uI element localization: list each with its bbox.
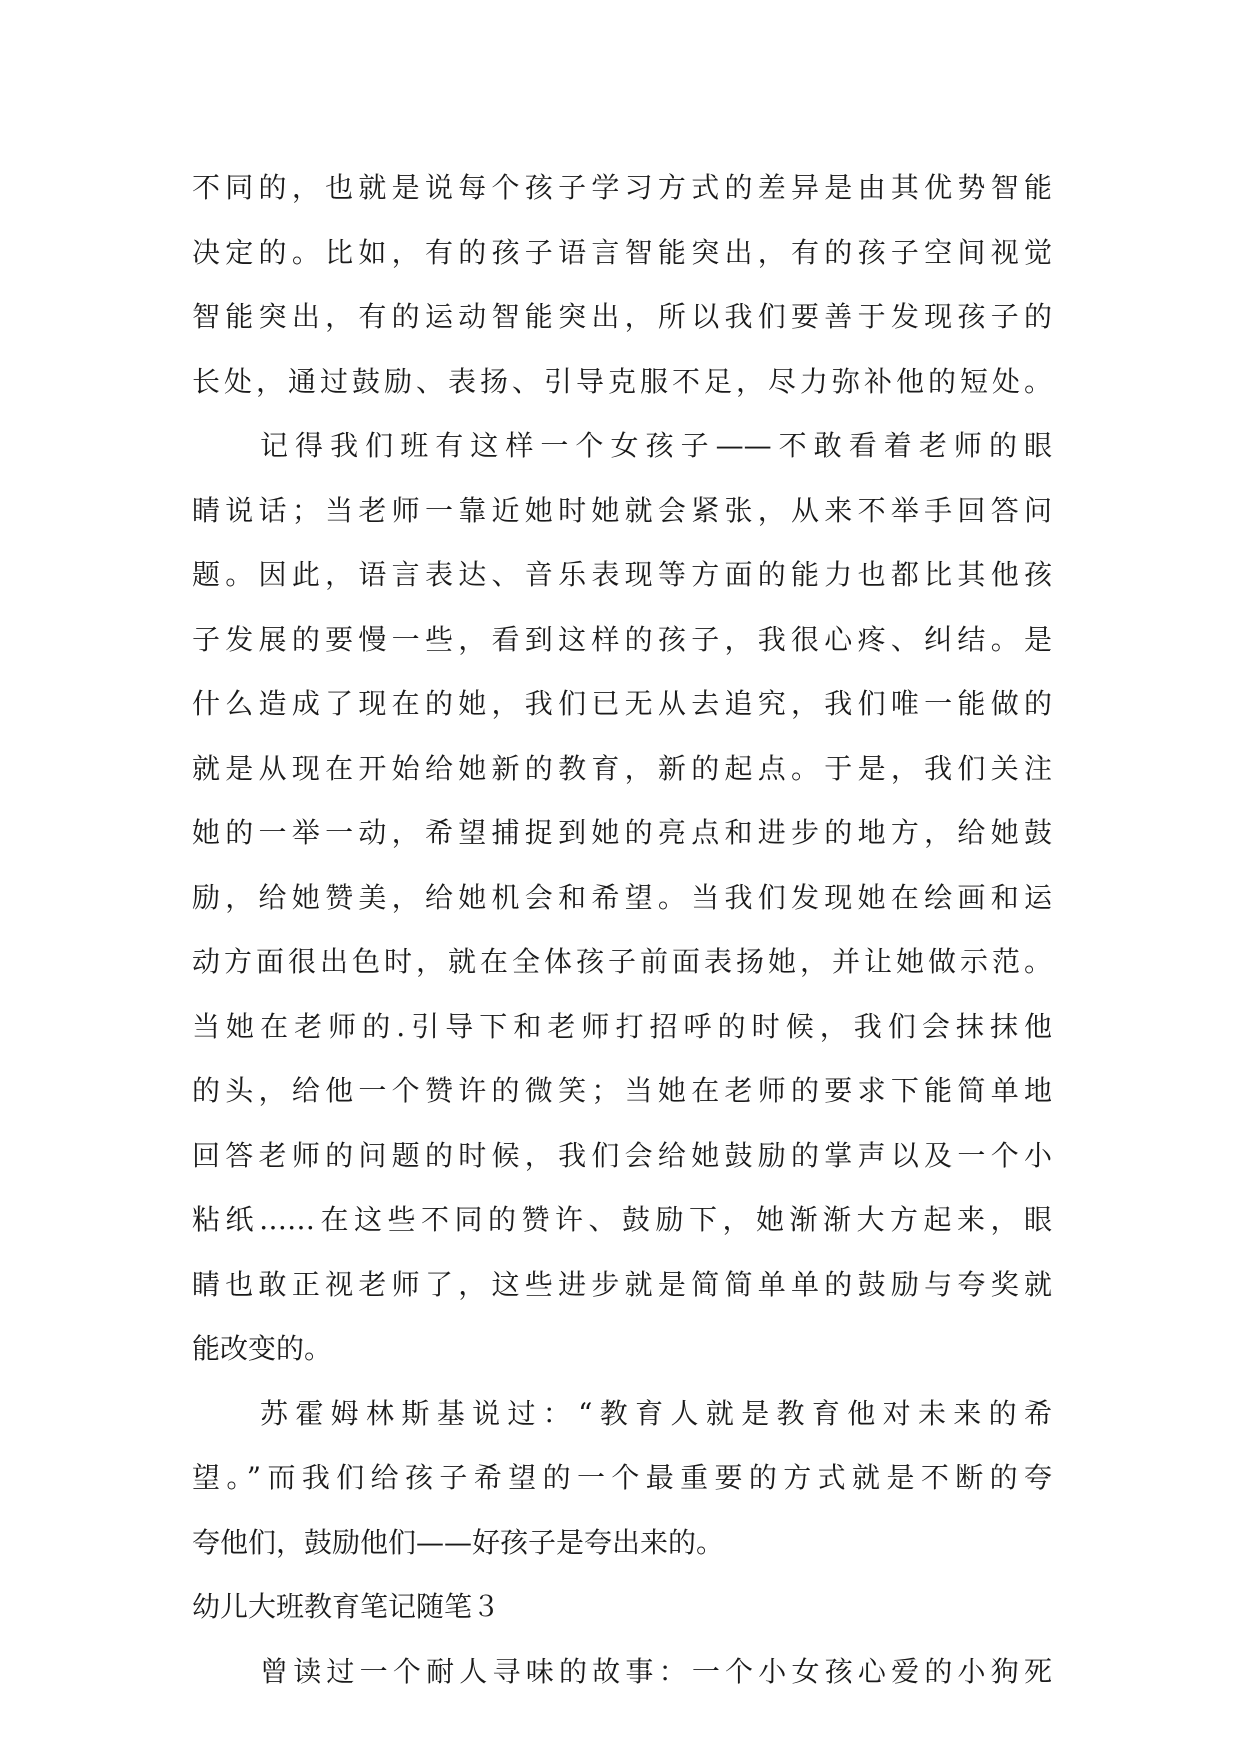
text-line-content: 记得我们班有这样一个女孩子——不敢看着老师的眼 bbox=[260, 429, 1052, 462]
text-line-content: 当她在老师的.引导下和老师打招呼的时候，我们会抹抹他 bbox=[192, 1009, 1052, 1043]
text-line bbox=[192, 1124, 1052, 1189]
text-line-content: 她的一举一动，希望捕捉到她的亮点和进步的地方，给她鼓 bbox=[192, 816, 1052, 849]
text-line bbox=[192, 608, 1052, 673]
text-line bbox=[192, 1188, 1052, 1253]
text-line bbox=[192, 1446, 1052, 1511]
text-line bbox=[192, 414, 1052, 479]
text-line-content: 励，给她赞美，给她机会和希望。当我们发现她在绘画和运 bbox=[192, 880, 1052, 914]
document-body bbox=[192, 156, 1052, 1704]
text-line bbox=[192, 1511, 1052, 1576]
text-line bbox=[192, 221, 1052, 286]
text-line bbox=[192, 1253, 1052, 1318]
text-line bbox=[192, 1382, 1052, 1447]
text-line-content: 就是从现在开始给她新的教育，新的起点。于是，我们关注 bbox=[192, 751, 1052, 785]
text-line bbox=[192, 737, 1052, 802]
text-line bbox=[192, 285, 1052, 350]
text-line-content: 睛也敢正视老师了，这些进步就是简简单单的鼓励与夸奖就 bbox=[192, 1267, 1052, 1301]
text-line-content: 曾读过一个耐人寻味的故事：一个小女孩心爱的小狗死 bbox=[260, 1654, 1052, 1688]
section-heading: 幼儿大班教育笔记随笔３ bbox=[192, 1590, 501, 1623]
text-line bbox=[192, 543, 1052, 608]
text-line bbox=[192, 479, 1052, 544]
text-line-content: 夸他们，鼓励他们——好孩子是夸出来的。 bbox=[192, 1525, 725, 1559]
text-line-content: 智能突出，有的运动智能突出，所以我们要善于发现孩子的 bbox=[192, 300, 1052, 333]
text-line-content: 粘纸……在这些不同的赞许、鼓励下，她渐渐大方起来，眼 bbox=[192, 1203, 1052, 1236]
text-line-content: 长处，通过鼓励、表扬、引导克服不足，尽力弥补他的短处。 bbox=[192, 364, 1052, 398]
text-line bbox=[192, 930, 1052, 995]
text-line-content: 睛说话；当老师一靠近她时她就会紧张，从来不举手回答问 bbox=[192, 493, 1052, 527]
text-line-content: 什么造成了现在的她，我们已无从去追究，我们唯一能做的 bbox=[192, 687, 1052, 720]
text-line-content: 题。因此，语言表达、音乐表现等方面的能力也都比其他孩 bbox=[192, 558, 1052, 591]
text-line-content: 望。”而我们给孩子希望的一个最重要的方式就是不断的夸 bbox=[192, 1461, 1052, 1494]
text-line-content: 动方面很出色时，就在全体孩子前面表扬她，并让她做示范。 bbox=[192, 945, 1052, 978]
text-line-content: 不同的，也就是说每个孩子学习方式的差异是由其优势智能 bbox=[192, 171, 1052, 204]
text-line bbox=[192, 866, 1052, 931]
text-line-content: 回答老师的问题的时候，我们会给她鼓励的掌声以及一个小 bbox=[192, 1138, 1052, 1172]
text-line bbox=[192, 1317, 1052, 1382]
text-line bbox=[192, 801, 1052, 866]
text-line-content: 的头，给他一个赞许的微笑；当她在老师的要求下能简单地 bbox=[192, 1074, 1052, 1107]
text-line bbox=[192, 156, 1052, 221]
text-line-content: 子发展的要慢一些，看到这样的孩子，我很心疼、纠结。是 bbox=[192, 622, 1052, 656]
text-line bbox=[192, 1059, 1052, 1124]
text-line bbox=[192, 995, 1052, 1060]
text-line-content: 能改变的。 bbox=[192, 1332, 333, 1365]
text-line bbox=[192, 350, 1052, 415]
text-line bbox=[192, 672, 1052, 737]
text-line-content: 苏霍姆林斯基说过：“教育人就是教育他对未来的希 bbox=[260, 1396, 1052, 1430]
text-line-content: 决定的。比如，有的孩子语言智能突出，有的孩子空间视觉 bbox=[192, 235, 1052, 269]
text-line bbox=[192, 1640, 1052, 1705]
